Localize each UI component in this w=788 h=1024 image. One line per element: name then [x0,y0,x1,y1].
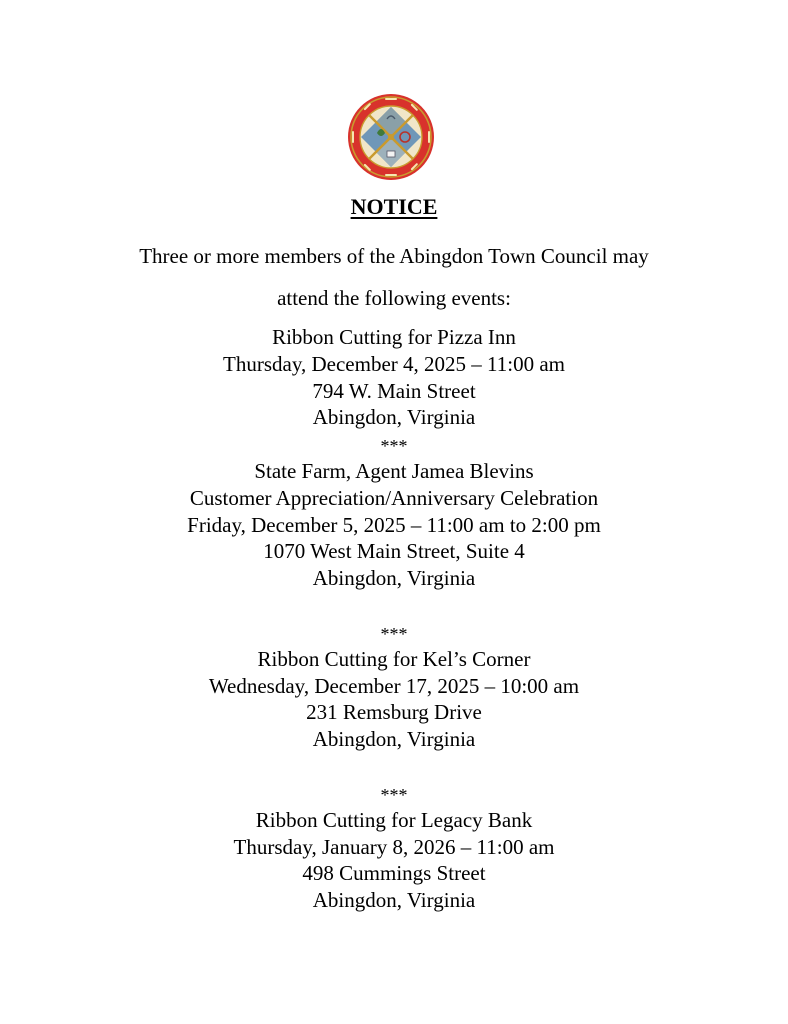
separator: *** [380,784,408,805]
event-2-datetime: Friday, December 5, 2025 – 11:00 am to 2:00 pm [187,512,601,537]
event-1-city: Abingdon, Virginia [312,405,476,430]
event-2-city: Abingdon, Virginia [312,566,476,591]
separator: *** [380,436,408,457]
intro-line-2: attend the following events: [277,286,511,310]
spacer [0,592,788,619]
event-3-datetime: Wednesday, December 17, 2025 – 10:00 am [208,673,580,698]
event-4-datetime: Thursday, January 8, 2026 – 11:00 am [233,834,555,859]
event-1-name: Ribbon Cutting for Pizza Inn [272,325,516,349]
event-1-address: 794 W. Main Street [312,378,476,403]
event-4-city: Abingdon, Virginia [312,888,476,913]
events-list [0,324,788,914]
intro-line-1: Three or more members of the Abingdon Town Council may [139,244,649,268]
event-3-city: Abingdon, Virginia [312,727,476,752]
spacer [0,753,788,780]
event-3-address: 231 Remsburg Drive [306,700,482,725]
event-2-name: Customer Appreciation/Anniversary Celebration [189,485,599,510]
event-2-address: 1070 West Main Street, Suite 4 [263,539,525,564]
event-3-name: Ribbon Cutting for Kel’s Corner [257,646,531,671]
town-seal-logo [347,93,435,181]
notice-title: NOTICE [350,194,438,219]
event-1-datetime: Thursday, December 4, 2025 – 11:00 am [223,351,565,376]
separator: *** [380,623,408,644]
event-2-org: State Farm, Agent Jamea Blevins [254,458,534,483]
event-4-address: 498 Cummings Street [302,861,486,886]
event-4-name: Ribbon Cutting for Legacy Bank [255,807,533,832]
